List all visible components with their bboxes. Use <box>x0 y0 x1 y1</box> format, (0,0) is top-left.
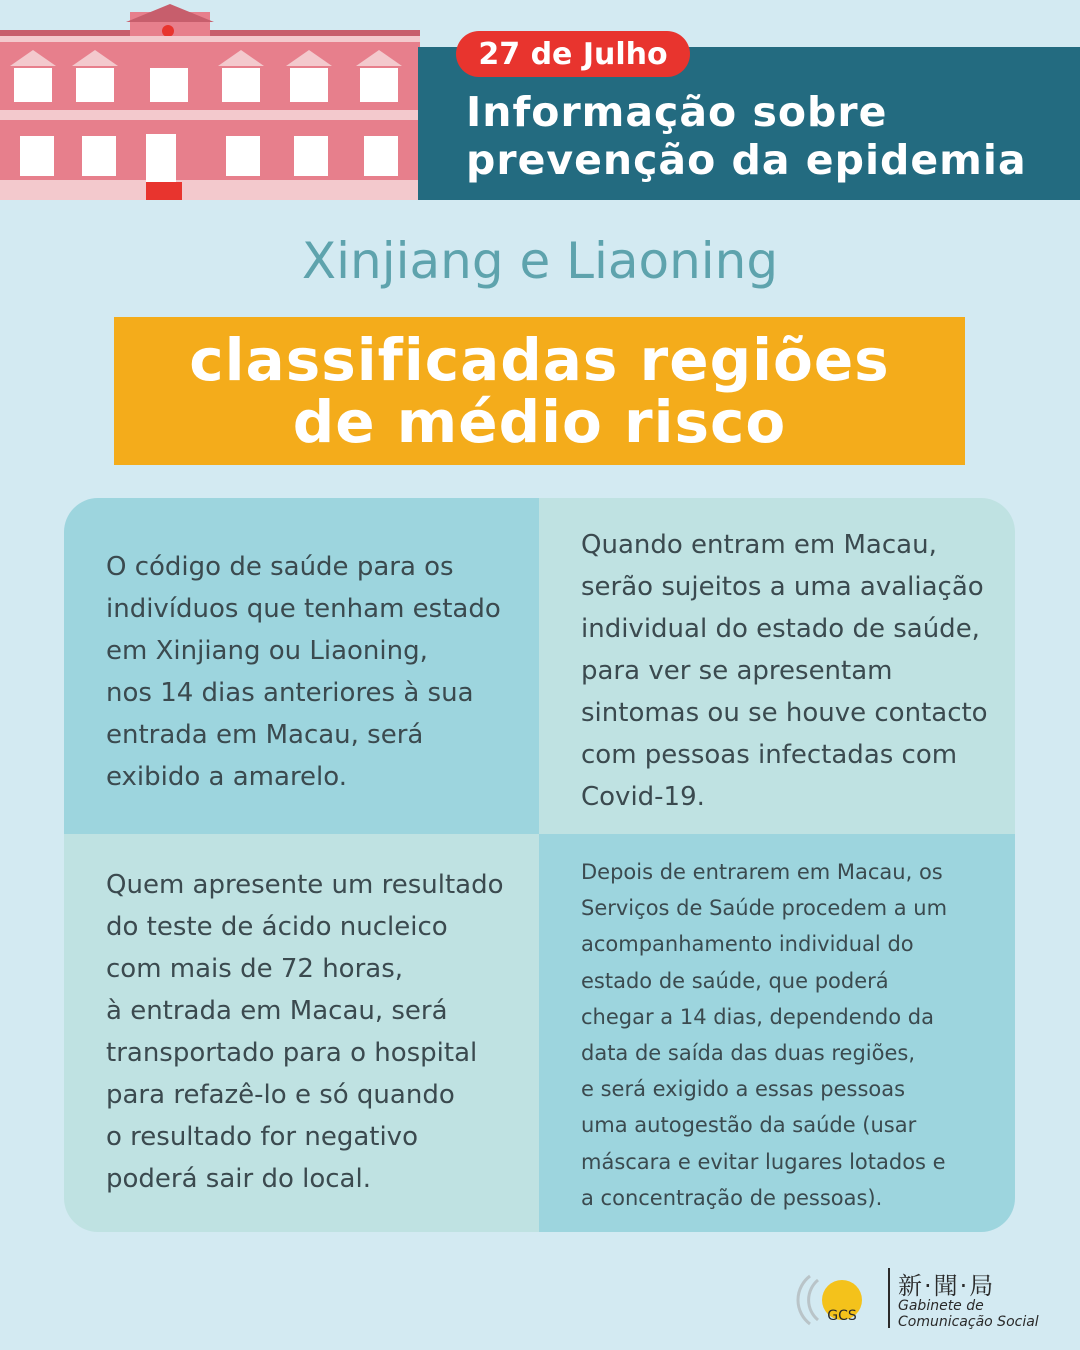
banner-line-1: classificadas regiões <box>189 326 890 394</box>
title-line-2: prevenção da epidemia <box>466 136 1027 184</box>
title-line-1: Informação sobre <box>466 88 888 136</box>
info-card-health-assessment <box>539 498 1015 834</box>
header <box>0 0 1080 200</box>
logo-name <box>898 1298 1039 1330</box>
info-grid <box>64 498 1015 1232</box>
banner-line-2: de médio risco <box>292 388 787 456</box>
building-illustration <box>0 0 420 200</box>
logo-name-line-2: Comunicação Social <box>898 1314 1039 1330</box>
card-text: O código de saúde para os indivíduos que tenham estado em Xinjiang ou Liaoning, nos 14 dias anteriores à sua entrada em Macau, será exibido a amarelo. <box>106 552 501 792</box>
info-card-health-code <box>64 498 539 834</box>
card-text: Depois de entrarem em Macau, os Serviços de Saúde procedem a um acompanhamento individual do estado de saúde, que poderá chegar a 14 dias, dependendo da data de saída das duas regiões, e será exigido a essas pessoas uma autogestão da saúde (usar máscara e evitar lugares lotados e a concentração de pessoas). <box>581 860 948 1210</box>
region-subtitle: Xinjiang e Liaoning <box>301 232 779 290</box>
risk-banner <box>114 317 965 465</box>
page-title <box>466 88 1066 184</box>
logo-chinese-name: 新·聞·局 <box>898 1272 996 1300</box>
info-card-health-followup <box>539 834 1015 1232</box>
logo-name-line-1: Gabinete de <box>898 1298 984 1314</box>
card-text: Quem apresente um resultado do teste de ácido nucleico com mais de 72 horas, à entrada em Macau, será transportado para o hospital para refazê-lo e só quando o resultado for negativo poderá sair do local. <box>106 870 504 1194</box>
card-text: Quando entram em Macau, serão sujeitos a uma avaliação individual do estado de saúde, para ver se apresentam sintomas ou se houve contacto com pessoas infectadas com Covid-19. <box>581 530 988 812</box>
logo-mark: GCS <box>827 1308 857 1324</box>
date-badge: 27 de Julho <box>456 31 690 77</box>
info-card-nucleic-test <box>64 834 539 1232</box>
